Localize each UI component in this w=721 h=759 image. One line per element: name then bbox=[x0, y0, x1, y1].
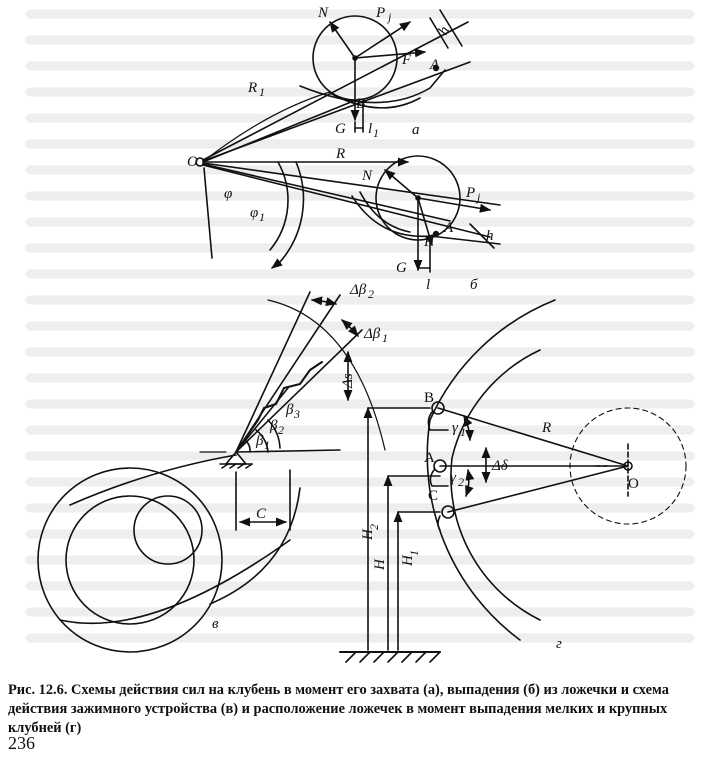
label-dbeta2: Δβ bbox=[350, 282, 367, 298]
label-f-a: F bbox=[402, 52, 412, 68]
label-h-b: h bbox=[486, 228, 494, 244]
panel-label-a: а bbox=[412, 122, 420, 138]
label-a-b: A bbox=[444, 220, 454, 236]
label-h1: H bbox=[400, 555, 416, 566]
label-r1-a-sub: 1 bbox=[259, 85, 265, 99]
label-dbeta2-sub: 2 bbox=[368, 287, 374, 301]
label-n-b: N bbox=[362, 168, 373, 184]
panel-label-v: в bbox=[212, 616, 219, 632]
label-beta3-sub: 3 bbox=[294, 407, 300, 421]
label-n-a: N bbox=[318, 5, 329, 21]
radius-to-b bbox=[438, 408, 628, 466]
label-l1-a: l bbox=[368, 121, 373, 137]
label-dbeta1: Δβ bbox=[364, 326, 381, 342]
label-r-g: R bbox=[542, 420, 552, 436]
label-h1-sub: 1 bbox=[407, 550, 421, 556]
label-a-g: A bbox=[424, 450, 435, 466]
label-dbeta1-sub: 1 bbox=[382, 331, 388, 345]
label-r1-a: R bbox=[248, 80, 258, 96]
figure-caption: Рис. 12.6. Схемы действия сил на клубень в момент его захвата (а), выпадения (б) из ложечки и схема действия зажимного устройства (в) и расположение ложечек в момент выпадения мелких и крупных клубней (г) bbox=[8, 682, 669, 736]
force-n-lower bbox=[385, 170, 418, 198]
label-h2-sub: 2 bbox=[367, 524, 381, 530]
label-c-v: C bbox=[256, 506, 267, 522]
label-h2: H bbox=[360, 529, 376, 540]
label-pj-a: P bbox=[376, 5, 386, 21]
label-a-a: A bbox=[430, 57, 440, 73]
label-beta1-sub: 1 bbox=[264, 438, 270, 452]
label-gamma1-sub: 1 bbox=[460, 425, 466, 439]
label-beta1: β bbox=[256, 433, 264, 449]
label-pj-a-sub: j bbox=[388, 10, 392, 24]
label-c-g: C bbox=[428, 488, 439, 504]
label-l1-a-sub: 1 bbox=[373, 126, 379, 140]
label-g-a: G bbox=[335, 121, 346, 137]
label-phi: φ bbox=[224, 186, 233, 202]
label-gamma1: γ bbox=[452, 420, 458, 436]
panel-b-forces-drop bbox=[203, 156, 500, 272]
label-phi1: φ bbox=[250, 205, 259, 221]
label-beta2: β bbox=[270, 418, 278, 434]
panel-v-clamping-device bbox=[38, 292, 385, 652]
label-o: O bbox=[187, 154, 198, 170]
page-number: 236 bbox=[8, 733, 35, 753]
label-ddelta: Δδ bbox=[492, 458, 508, 474]
label-phi1-sub: 1 bbox=[259, 210, 265, 224]
label-o-g: O bbox=[628, 476, 639, 492]
label-beta3: β bbox=[286, 402, 294, 418]
label-r-b: R bbox=[336, 146, 346, 162]
label-gamma2-sub: 2 bbox=[458, 475, 464, 489]
panel-a-forces-capture bbox=[196, 10, 470, 166]
label-h1-a: h bbox=[435, 23, 454, 38]
label-f-b: F bbox=[424, 234, 434, 250]
label-b-a: B bbox=[356, 96, 366, 112]
label-h: H bbox=[372, 559, 388, 570]
label-pj-b-sub: j bbox=[477, 190, 481, 204]
label-l-b: l bbox=[426, 277, 431, 293]
label-ds: Δs bbox=[340, 373, 356, 388]
panel-label-g: г bbox=[556, 636, 562, 652]
label-pj-b: P bbox=[466, 185, 476, 201]
panel-label-b: б bbox=[470, 277, 478, 293]
label-g-b: G bbox=[396, 260, 407, 276]
force-f-upper bbox=[355, 52, 425, 58]
label-beta2-sub: 2 bbox=[278, 423, 284, 437]
label-b-g: B bbox=[424, 390, 435, 406]
label-gamma2: γ bbox=[450, 470, 456, 486]
force-n-upper bbox=[330, 22, 355, 58]
